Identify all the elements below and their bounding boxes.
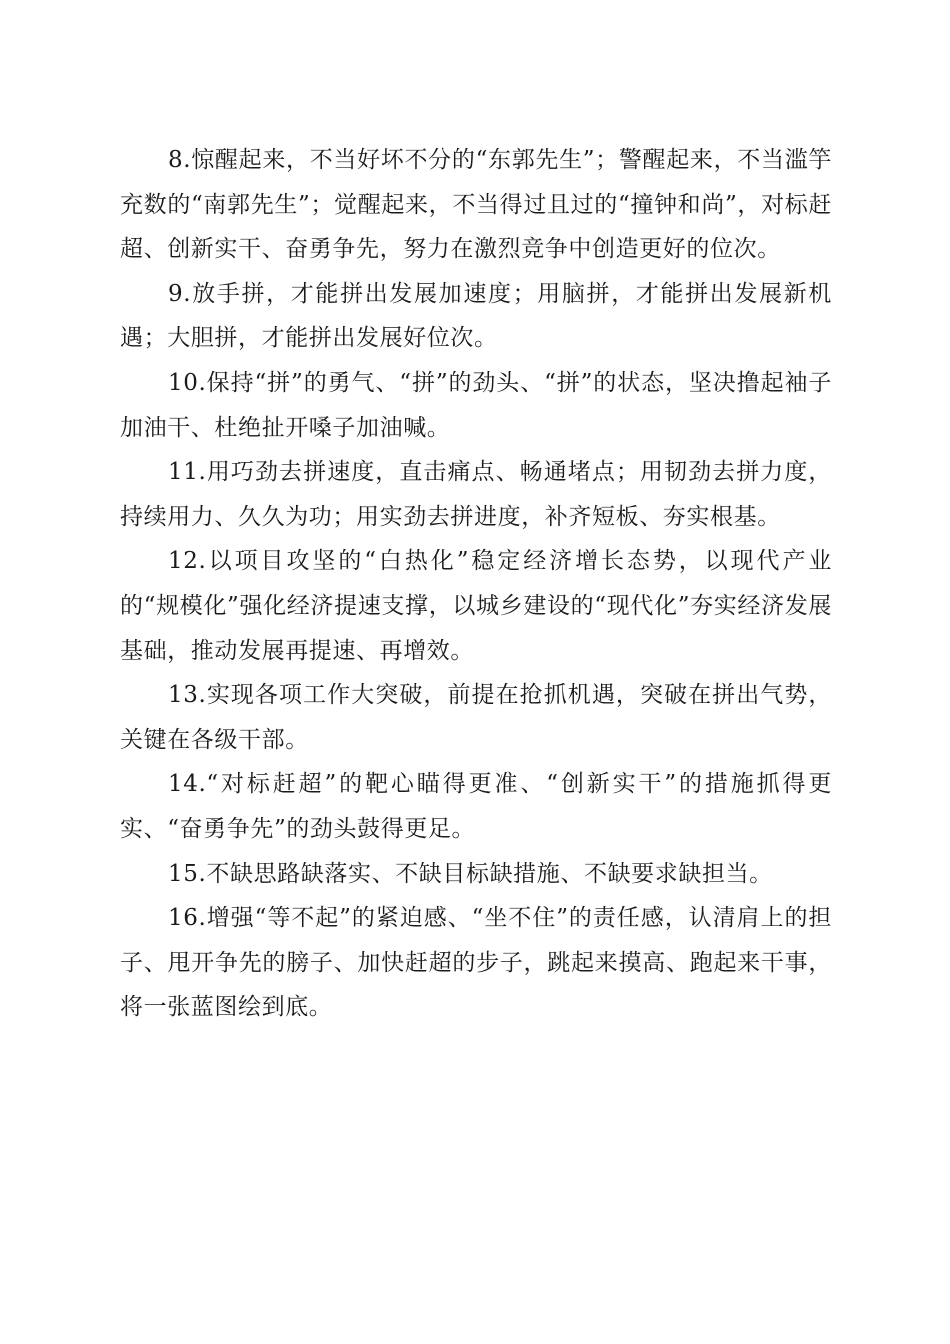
paragraph-11: 11.用巧劲去拼速度，直击痛点、畅通堵点；用韧劲去拼力度，持续用力、久久为功；用实劲去拼进度，补齐短板、夯实根基。 [120,459,832,530]
paragraph-15: 15.不缺思路缺落实、不缺目标缺措施、不缺要求缺担当。 [168,860,773,887]
paragraph-13: 13.实现各项工作大突破，前提在抢抓机遇，突破在拼出气势，关键在各级干部。 [120,682,832,753]
paragraph-16: 16.增强“等不起”的紧迫感、“坐不住”的责任感，认清肩上的担子、甩开争先的膀子、加快赶超的步子，跳起来摸高、跑起来干事，将一张蓝图绘到底。 [120,905,832,1021]
paragraph-10: 10.保持“拼”的勇气、“拼”的劲头、“拼”的状态，坚决撸起袖子加油干、杜绝扯开嗓子加油喊。 [120,369,832,441]
paragraph-14: 14.“对标赶超”的靶心瞄得更准、“创新实干”的措施抓得更实、“奋勇争先”的劲头鼓得更足。 [120,771,832,842]
paragraph-8: 8.惊醒起来，不当好坏不分的“东郭先生”；警醒起来，不当滥竽充数的“南郭先生”；觉醒起来，不当得过且过的“撞钟和尚”，对标赶超、创新实干、奋勇争先，努力在激烈竞争中创造更好的位次。 [120,147,832,263]
paragraph-12: 12.以项目攻坚的“白热化”稳定经济增长态势，以现代产业的“规模化”强化经济提速支撑，以城乡建设的“现代化”夯实经济发展基础，推动发展再提速、再增效。 [120,548,832,664]
paragraph-9: 9.放手拼，才能拼出发展加速度；用脑拼，才能拼出发展新机遇；大胆拼，才能拼出发展好位次。 [120,280,832,352]
document-body [120,138,832,1030]
